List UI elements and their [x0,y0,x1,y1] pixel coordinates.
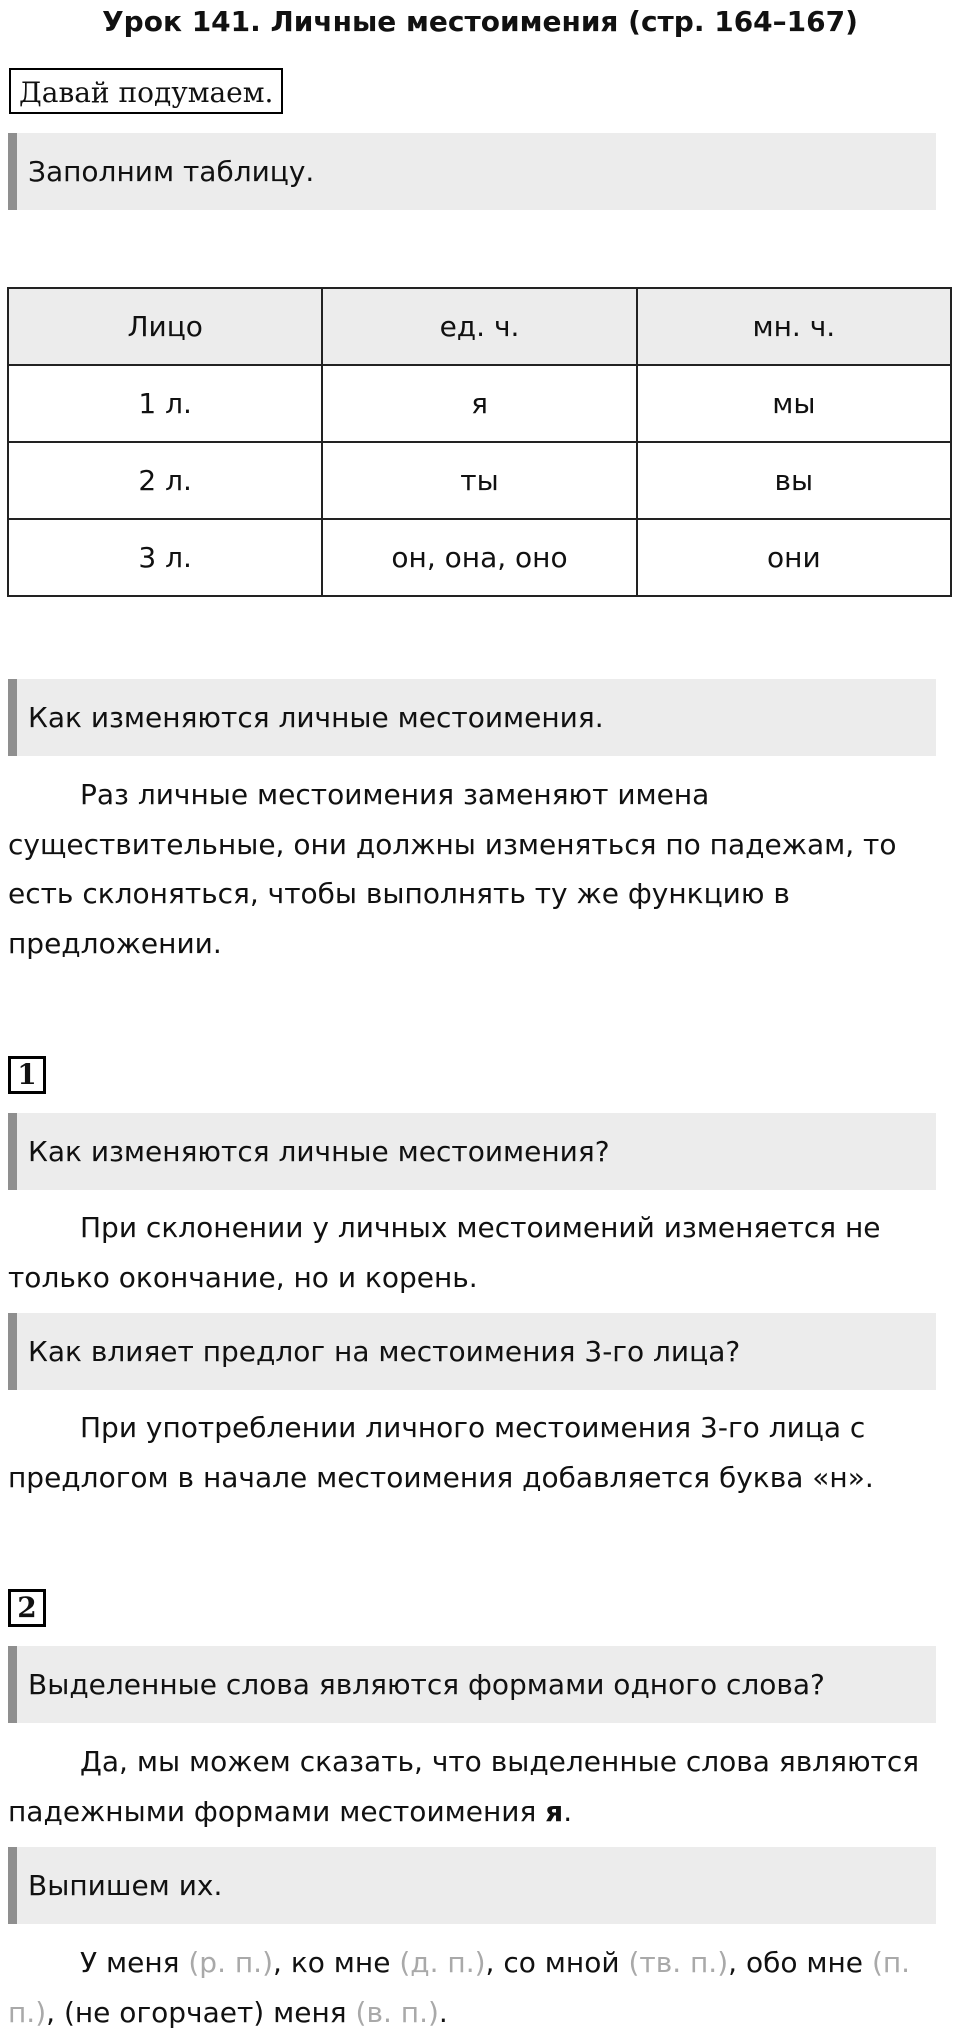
form-separator: , [728,1946,746,1979]
form-word: У меня [80,1946,189,1979]
form-word: обо мне [745,1946,872,1979]
case-label: (р. п.) [188,1946,274,1979]
form-separator: . [438,1995,448,2029]
case-label: (в. п.) [355,1995,439,2029]
table-cell: ты [322,442,636,519]
section-write-out: Выпишем их. [8,1847,936,1924]
case-label: (д. п.) [399,1946,486,1979]
table-cell: 3 л. [8,519,322,596]
table-cell: 1 л. [8,365,322,442]
pronoun-highlight: я [545,1794,564,1828]
question-ex2-forms: Выделенные слова являются формами одного слова? [8,1646,936,1723]
table-row [8,365,951,442]
section-fill-table: Заполним таблицу. [8,133,936,210]
form-word: ко мне [290,1946,400,1979]
table-cell: я [322,365,636,442]
header-cell-person: Лицо [8,288,322,365]
table-cell: они [637,519,951,596]
answer-ex1-preposition: При употреблении личного местоимения 3-го лица с предлогом в начале местоимения добавляется буква «н». [8,1411,874,1494]
form-separator: , [273,1946,291,1979]
answer-text-end: . [563,1794,573,1828]
table-header-row [8,288,951,365]
header-cell-singular: ед. ч. [322,288,636,365]
table-row [8,442,951,519]
table-cell: вы [637,442,951,519]
table-cell: мы [637,365,951,442]
question-ex1-how-change: Как изменяются личные местоимения? [8,1113,936,1190]
answer-ex1-how-change: При склонении у личных местоимений изменяется не только окончание, но и корень. [8,1211,881,1294]
exercise-number-2: 2 [8,1589,46,1627]
exercise-number-1: 1 [8,1056,46,1094]
case-label: (тв. п.) [628,1946,729,1979]
table-cell: он, она, оно [322,519,636,596]
page-title: Урок 141. Личные местоимения (стр. 164–167) [102,5,858,38]
pronoun-table [7,287,952,597]
question-ex1-preposition: Как влияет предлог на местоимения 3-го лица? [8,1313,936,1390]
form-word: со мной [503,1946,629,1979]
table-cell: 2 л. [8,442,322,519]
form-separator: , [46,1995,64,2029]
answer-ex2-forms [8,1737,952,1836]
form-separator: , [485,1946,504,1979]
table-row [8,519,951,596]
section-how-change: Как изменяются личные местоимения. [8,679,936,756]
form-word: (не огорчает) меня [63,1995,356,2029]
pronoun-forms-list [8,1938,952,2037]
answer-text: Да, мы можем сказать, что выделенные слова являются падежными формами местоимения [8,1745,920,1828]
case-label: (п. п.) [8,1946,911,2029]
header-cell-plural: мн. ч. [637,288,951,365]
paragraph-replace: Раз личные местоимения заменяют имена существительные, они должны изменяться по падежам, то есть склоняться, чтобы выполнять ту же функцию в предложении. [8,778,897,960]
think-label-box: Давай подумаем. [9,68,283,114]
